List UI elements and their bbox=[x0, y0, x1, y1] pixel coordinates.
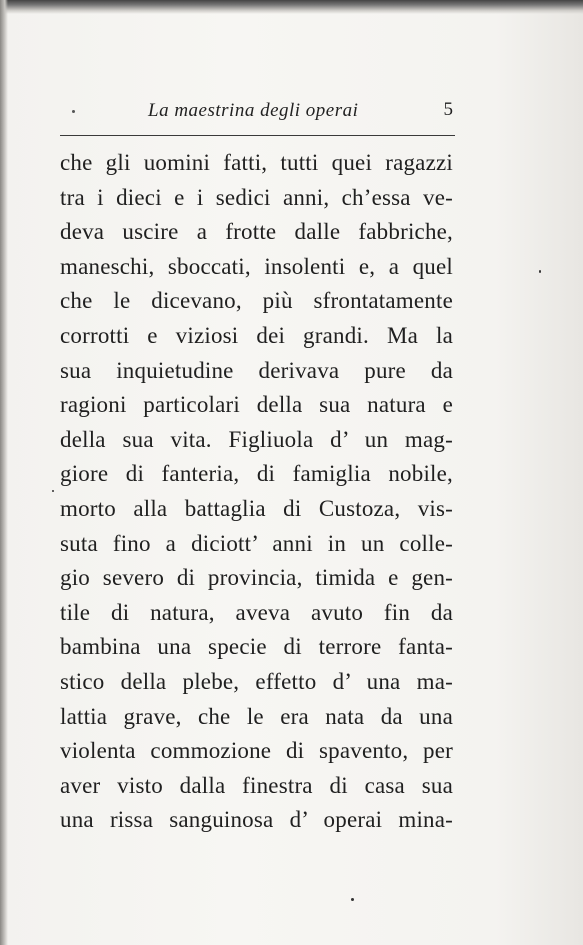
running-head-title: La maestrina degli operai bbox=[148, 100, 359, 121]
page-binding-edge bbox=[0, 0, 8, 945]
text-line: giore di fanteria, di famiglia nobile, bbox=[60, 461, 453, 487]
text-line: violenta commozione di spavento, per bbox=[60, 738, 453, 764]
text-line: tra i dieci e i sedici anni, ch’essa ve- bbox=[60, 184, 453, 210]
print-speck bbox=[539, 270, 541, 273]
text-line: morto alla battaglia di Custoza, vis- bbox=[60, 495, 453, 521]
text-line: tile di natura, aveva avuto fin da bbox=[60, 599, 453, 625]
text-line: della sua vita. Figliuola d’ un mag- bbox=[60, 426, 453, 452]
print-speck bbox=[52, 490, 54, 492]
text-line: che gli uomini fatti, tutti quei ragazzi bbox=[60, 150, 453, 175]
page-top-edge-shadow bbox=[0, 0, 583, 14]
header-rule bbox=[60, 135, 455, 136]
page-number: 5 bbox=[443, 99, 453, 120]
text-line: deva uscire a frotte dalle fabbriche, bbox=[60, 219, 453, 245]
print-speck bbox=[351, 898, 354, 901]
running-head bbox=[60, 98, 455, 128]
text-line: bambina una specie di terrore fanta- bbox=[60, 634, 453, 660]
text-line: maneschi, sboccati, insolenti e, a quel bbox=[60, 253, 453, 279]
text-line: stico della plebe, effetto d’ una ma- bbox=[60, 668, 453, 694]
text-line: una rissa sanguinosa d’ operai mina- bbox=[60, 807, 453, 833]
text-line: lattia grave, che le era nata da una bbox=[60, 703, 453, 729]
print-speck bbox=[72, 110, 75, 113]
text-line: sua inquietudine derivava pure da bbox=[60, 357, 453, 383]
text-line: gio severo di provincia, timida e gen- bbox=[60, 565, 453, 591]
text-line: corrotti e viziosi dei grandi. Ma la bbox=[60, 322, 453, 348]
text-line: che le dicevano, più sfrontatamente bbox=[60, 288, 453, 314]
body-text bbox=[60, 146, 453, 838]
text-line: suta fino a diciott’ anni in un colle- bbox=[60, 530, 453, 556]
text-line: ragioni particolari della sua natura e bbox=[60, 392, 453, 418]
text-line: aver visto dalla finestra di casa sua bbox=[60, 772, 453, 798]
